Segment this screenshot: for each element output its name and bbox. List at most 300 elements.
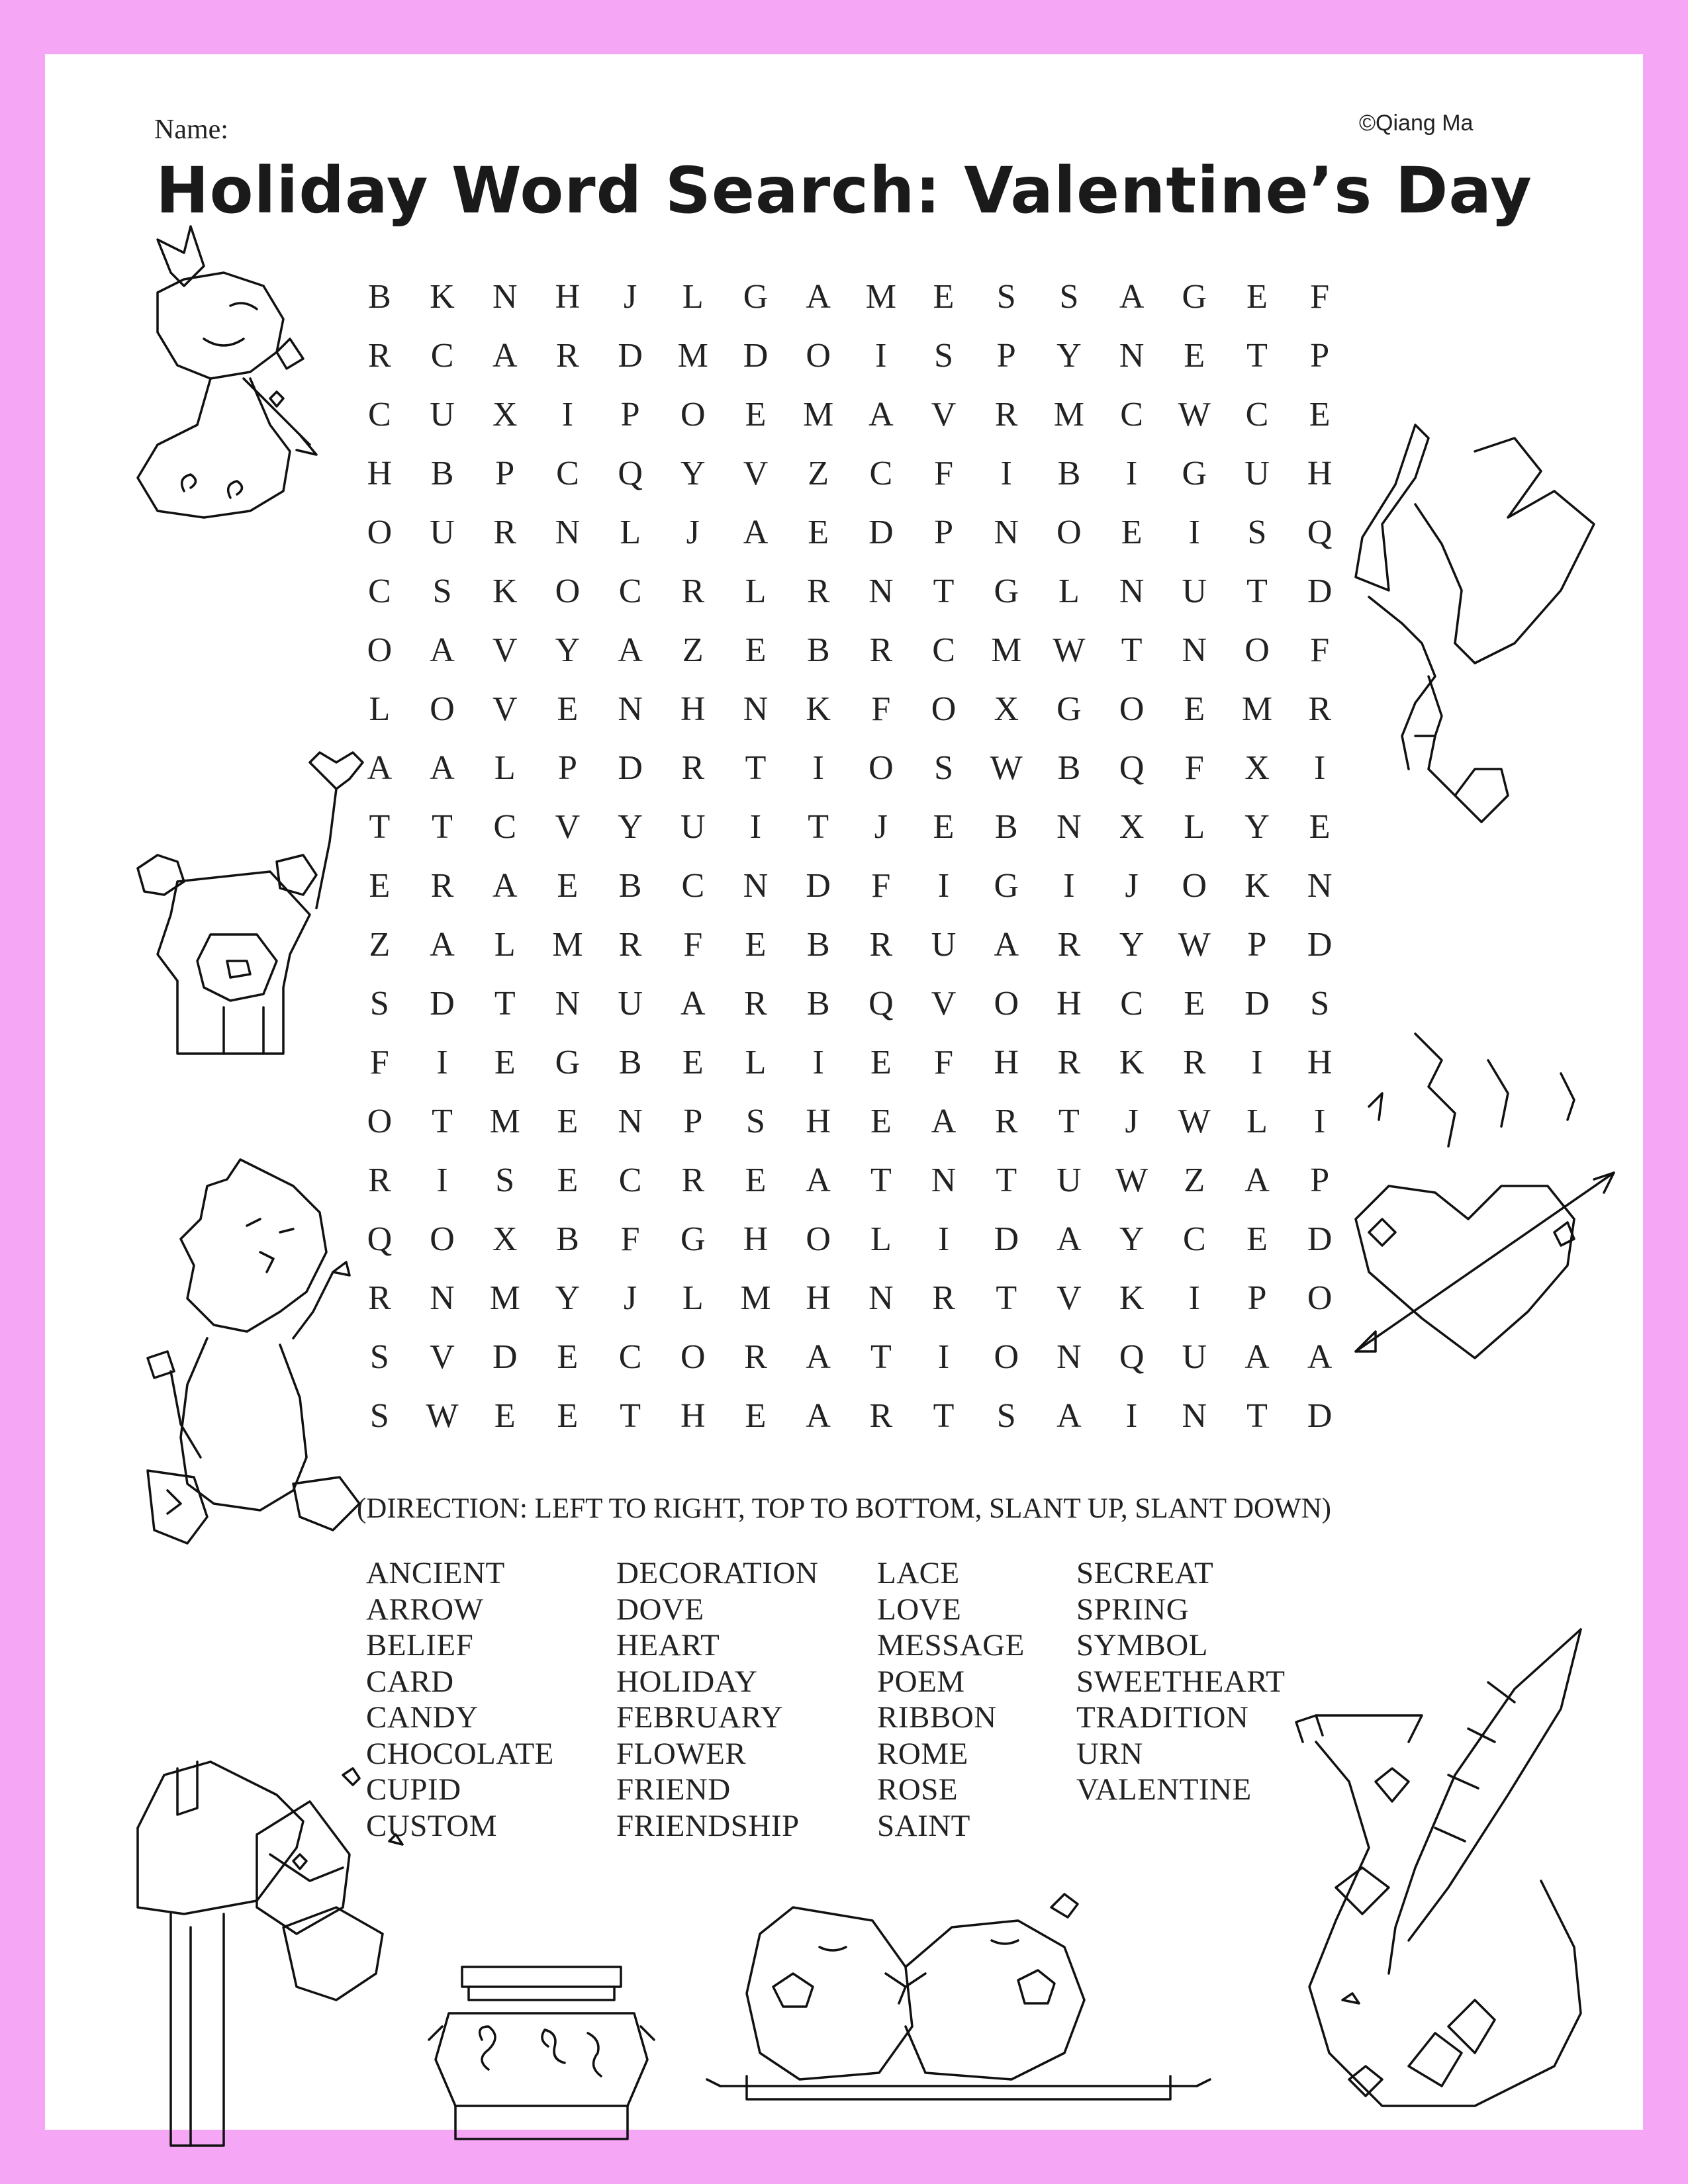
grid-letter: A — [743, 514, 769, 551]
grid-letter: I — [1125, 455, 1138, 492]
grid-letter: D — [430, 985, 455, 1023]
word-list-item: CUSTOM — [366, 1808, 498, 1843]
page-title: Holiday Word Search: Valentine’s Day — [156, 154, 1532, 228]
grid-letter: Y — [618, 808, 643, 846]
grid-letter: M — [1241, 690, 1273, 728]
word-list-item: FRIEND — [616, 1772, 731, 1807]
grid-letter: E — [933, 278, 955, 316]
grid-letter: I — [875, 337, 887, 375]
grid-letter: E — [870, 1044, 892, 1081]
grid-letter: O — [555, 572, 581, 610]
grid-letter: R — [1057, 1044, 1081, 1081]
grid-letter: P — [934, 514, 953, 551]
grid-letter: O — [430, 1220, 455, 1258]
word-list-item: URN — [1076, 1736, 1143, 1771]
grid-letter: O — [680, 1338, 706, 1376]
grid-letter: P — [1310, 1161, 1330, 1199]
grid-letter: G — [1056, 690, 1082, 728]
name-label: Name: — [154, 114, 228, 145]
grid-letter: A — [367, 749, 393, 787]
grid-letter: O — [994, 985, 1019, 1023]
grid-letter: N — [492, 278, 518, 316]
grid-letter: O — [367, 514, 393, 551]
grid-letter: F — [934, 1044, 953, 1081]
grid-letter: S — [369, 1338, 389, 1376]
grid-letter: Y — [1119, 1220, 1145, 1258]
grid-letter: X — [1244, 749, 1270, 787]
grid-row — [348, 974, 1414, 1033]
grid-letter: B — [430, 455, 454, 492]
grid-row — [348, 1210, 1414, 1269]
grid-letter: E — [870, 1103, 892, 1140]
grid-letter: A — [680, 985, 706, 1023]
grid-letter: L — [745, 572, 767, 610]
grid-letter: F — [934, 455, 953, 492]
grid-letter: E — [557, 1161, 579, 1199]
grid-row — [348, 267, 1414, 326]
grid-letter: C — [430, 337, 454, 375]
grid-letter: S — [432, 572, 452, 610]
grid-letter: U — [680, 808, 706, 846]
grid-letter: R — [1308, 690, 1331, 728]
grid-letter: S — [369, 985, 389, 1023]
grid-letter: I — [937, 1338, 950, 1376]
grid-letter: Y — [555, 631, 581, 669]
grid-letter: N — [994, 514, 1019, 551]
grid-letter: H — [680, 690, 706, 728]
grid-letter: R — [368, 1279, 391, 1317]
grid-row — [348, 326, 1414, 385]
word-list-item: ARROW — [366, 1592, 484, 1627]
grid-letter: B — [806, 985, 830, 1023]
word-list-item: BELIEF — [366, 1628, 474, 1662]
grid-letter: O — [680, 396, 706, 433]
grid-letter: N — [1056, 1338, 1082, 1376]
grid-letter: V — [430, 1338, 455, 1376]
word-list-item: ROME — [877, 1736, 968, 1771]
grid-letter: D — [868, 514, 894, 551]
word-list-column-3 — [877, 1555, 1025, 1844]
grid-letter: F — [683, 926, 703, 964]
grid-letter: H — [743, 1220, 769, 1258]
grid-letter: K — [430, 278, 455, 316]
grid-letter: Z — [1184, 1161, 1205, 1199]
grid-letter: D — [1244, 985, 1270, 1023]
grid-letter: N — [430, 1279, 455, 1317]
grid-letter: V — [743, 455, 769, 492]
grid-letter: F — [1310, 278, 1330, 316]
grid-letter: O — [868, 749, 894, 787]
grid-letter: U — [1244, 455, 1270, 492]
word-list-item: FEBRUARY — [616, 1700, 784, 1735]
grid-letter: Z — [682, 631, 704, 669]
grid-letter: O — [1056, 514, 1082, 551]
grid-letter: S — [996, 1397, 1016, 1435]
word-list-item: MESSAGE — [877, 1628, 1025, 1662]
grid-letter: X — [1119, 808, 1145, 846]
grid-letter: L — [870, 1220, 892, 1258]
grid-letter: R — [744, 1338, 767, 1376]
grid-letter: V — [555, 808, 581, 846]
grid-letter: E — [745, 396, 767, 433]
grid-letter: T — [996, 1279, 1017, 1317]
grid-letter: M — [865, 278, 896, 316]
grid-letter: V — [931, 985, 957, 1023]
word-list-item: SWEETHEART — [1076, 1664, 1286, 1699]
grid-letter: U — [1182, 1338, 1207, 1376]
grid-letter: I — [749, 808, 762, 846]
cupid-illustration — [118, 226, 343, 557]
grid-letter: O — [367, 631, 393, 669]
grid-row — [348, 797, 1414, 856]
grid-letter: K — [1119, 1279, 1145, 1317]
grid-letter: J — [1125, 867, 1139, 905]
grid-letter: C — [493, 808, 517, 846]
grid-letter: N — [931, 1161, 957, 1199]
word-list-item: SECREAT — [1076, 1556, 1214, 1590]
grid-letter: N — [555, 514, 581, 551]
word-list-item: DOVE — [616, 1592, 704, 1627]
grid-letter: R — [681, 572, 705, 610]
teddy-bear-illustration — [111, 716, 389, 1073]
grid-letter: I — [1313, 1103, 1326, 1140]
grid-letter: Z — [369, 926, 391, 964]
grid-letter: S — [369, 1397, 389, 1435]
grid-letter: S — [1310, 985, 1330, 1023]
grid-letter: B — [1057, 749, 1081, 787]
grid-letter: L — [620, 514, 641, 551]
grid-letter: X — [492, 396, 518, 433]
grid-letter: S — [1059, 278, 1079, 316]
grid-letter: E — [494, 1397, 516, 1435]
grid-letter: W — [1115, 1161, 1149, 1199]
grid-letter: D — [1307, 1220, 1333, 1258]
grid-letter: Y — [1119, 926, 1145, 964]
grid-letter: H — [680, 1397, 706, 1435]
grid-letter: S — [1247, 514, 1267, 551]
grid-row — [348, 680, 1414, 739]
grid-letter: A — [868, 396, 894, 433]
grid-letter: L — [1246, 1103, 1268, 1140]
scroll-quill-illustration — [1250, 1629, 1607, 2132]
grid-letter: C — [932, 631, 955, 669]
grid-letter: H — [1307, 1044, 1333, 1081]
letter-grid — [348, 267, 1414, 1445]
candy-jar-illustration — [416, 1960, 667, 2159]
grid-letter: A — [430, 631, 455, 669]
grid-letter: N — [743, 690, 769, 728]
grid-letter: F — [1184, 749, 1204, 787]
grid-row — [348, 856, 1414, 915]
grid-letter: K — [492, 572, 518, 610]
grid-letter: I — [1251, 1044, 1263, 1081]
grid-letter: L — [494, 749, 516, 787]
grid-letter: Q — [618, 455, 643, 492]
grid-letter: V — [492, 690, 518, 728]
grid-letter: E — [745, 631, 767, 669]
grid-letter: A — [1244, 1161, 1270, 1199]
grid-letter: R — [744, 985, 767, 1023]
grid-letter: P — [1247, 926, 1267, 964]
word-list-item: DECORATION — [616, 1556, 819, 1590]
grid-row — [348, 444, 1414, 503]
grid-letter: H — [1307, 455, 1333, 492]
word-list-item: CARD — [366, 1664, 454, 1699]
grid-letter: C — [1245, 396, 1269, 433]
grid-letter: T — [1121, 631, 1143, 669]
grid-letter: N — [743, 867, 769, 905]
grid-letter: Y — [555, 1279, 581, 1317]
grid-letter: H — [806, 1103, 831, 1140]
grid-letter: C — [1120, 396, 1143, 433]
grid-letter: F — [620, 1220, 640, 1258]
grid-letter: A — [806, 1338, 831, 1376]
grid-letter: O — [1244, 631, 1270, 669]
grid-letter: Q — [367, 1220, 393, 1258]
grid-letter: T — [870, 1338, 892, 1376]
grid-letter: T — [1246, 572, 1268, 610]
grid-letter: A — [806, 1161, 831, 1199]
grid-letter: O — [806, 337, 831, 375]
grid-letter: L — [1184, 808, 1205, 846]
word-list-item: SPRING — [1076, 1592, 1190, 1627]
grid-letter: R — [1057, 926, 1081, 964]
word-list-item: TRADITION — [1076, 1700, 1249, 1735]
grid-letter: N — [1182, 1397, 1207, 1435]
grid-letter: C — [869, 455, 893, 492]
grid-letter: P — [1247, 1279, 1267, 1317]
grid-letter: C — [618, 1161, 642, 1199]
grid-letter: E — [1184, 690, 1205, 728]
grid-letter: E — [1309, 808, 1331, 846]
grid-row — [348, 1151, 1414, 1210]
grid-letter: I — [1313, 749, 1326, 787]
word-list-item: CANDY — [366, 1700, 479, 1735]
grid-letter: I — [436, 1044, 448, 1081]
grid-letter: L — [369, 690, 391, 728]
grid-letter: R — [681, 749, 705, 787]
word-list-item: HEART — [616, 1628, 720, 1662]
grid-letter: N — [555, 985, 581, 1023]
grid-letter: A — [430, 926, 455, 964]
grid-letter: S — [746, 1103, 765, 1140]
mailbox-illustration — [124, 1749, 429, 2159]
grid-letter: T — [432, 808, 453, 846]
grid-letter: H — [555, 278, 581, 316]
grid-letter: C — [681, 867, 705, 905]
grid-letter: U — [430, 514, 455, 551]
grid-letter: V — [931, 396, 957, 433]
grid-letter: O — [931, 690, 957, 728]
grid-row — [348, 1092, 1414, 1151]
grid-row — [348, 915, 1414, 974]
grid-row — [348, 1328, 1414, 1387]
grid-letter: E — [1246, 1220, 1268, 1258]
grid-letter: R — [994, 396, 1018, 433]
grid-letter: E — [557, 1103, 579, 1140]
grid-letter: O — [1119, 690, 1145, 728]
word-list-item: CUPID — [366, 1772, 461, 1807]
grid-letter: C — [368, 572, 391, 610]
grid-letter: R — [1182, 1044, 1206, 1081]
grid-letter: Z — [808, 455, 829, 492]
grid-letter: N — [618, 690, 643, 728]
grid-letter: I — [937, 1220, 950, 1258]
grid-letter: F — [871, 867, 891, 905]
grid-row — [348, 503, 1414, 562]
grid-letter: U — [430, 396, 455, 433]
grid-letter: E — [745, 1397, 767, 1435]
grid-letter: R — [368, 337, 391, 375]
grid-letter: B — [806, 926, 830, 964]
word-list-item: LACE — [877, 1556, 960, 1590]
word-list-item: SYMBOL — [1076, 1628, 1208, 1662]
grid-letter: S — [934, 337, 953, 375]
grid-letter: T — [933, 572, 955, 610]
grid-letter: I — [937, 867, 950, 905]
grid-letter: C — [1182, 1220, 1206, 1258]
grid-letter: R — [806, 572, 830, 610]
grid-letter: J — [623, 278, 637, 316]
word-list-item: ANCIENT — [366, 1556, 505, 1590]
love-birds-illustration — [707, 1894, 1210, 2132]
worksheet-page — [45, 54, 1643, 2130]
grid-letter: V — [492, 631, 518, 669]
grid-letter: R — [869, 631, 893, 669]
grid-letter: U — [618, 985, 643, 1023]
grid-letter: D — [1307, 1397, 1333, 1435]
grid-letter: A — [1244, 1338, 1270, 1376]
grid-letter: I — [1188, 514, 1200, 551]
grid-letter: N — [1056, 808, 1082, 846]
grid-letter: I — [436, 1161, 448, 1199]
grid-letter: R — [430, 867, 454, 905]
grid-letter: E — [745, 926, 767, 964]
grid-letter: R — [618, 926, 642, 964]
word-list-item: FLOWER — [616, 1736, 747, 1771]
grid-letter: K — [1119, 1044, 1145, 1081]
grid-letter: M — [1053, 396, 1085, 433]
grid-letter: G — [555, 1044, 581, 1081]
grid-letter: E — [933, 808, 955, 846]
grid-row — [348, 1387, 1414, 1445]
grid-letter: B — [1057, 455, 1081, 492]
grid-letter: A — [618, 631, 643, 669]
grid-letter: G — [994, 572, 1019, 610]
grid-letter: K — [1244, 867, 1270, 905]
grid-letter: P — [620, 396, 640, 433]
word-list-item: FRIENDSHIP — [616, 1808, 800, 1843]
grid-letter: W — [1053, 631, 1086, 669]
grid-letter: R — [869, 926, 893, 964]
grid-letter: T — [432, 1103, 453, 1140]
grid-letter: D — [618, 749, 643, 787]
grid-letter: G — [1182, 455, 1207, 492]
grid-letter: A — [1056, 1220, 1082, 1258]
grid-letter: Y — [1056, 337, 1082, 375]
grid-letter: L — [682, 278, 704, 316]
grid-letter: M — [489, 1103, 520, 1140]
grid-letter: Q — [1119, 749, 1145, 787]
grid-letter: S — [996, 278, 1016, 316]
grid-letter: H — [1056, 985, 1082, 1023]
grid-letter: O — [1182, 867, 1207, 905]
grid-row — [348, 1269, 1414, 1328]
grid-letter: T — [1058, 1103, 1080, 1140]
grid-letter: G — [1182, 278, 1207, 316]
grid-letter: I — [1000, 455, 1012, 492]
grid-letter: F — [871, 690, 891, 728]
grid-letter: E — [808, 514, 829, 551]
grid-letter: Y — [680, 455, 706, 492]
grid-letter: E — [369, 867, 391, 905]
grid-letter: R — [556, 337, 579, 375]
grid-letter: S — [495, 1161, 515, 1199]
grid-letter: W — [990, 749, 1023, 787]
grid-letter: C — [556, 455, 579, 492]
grid-letter: D — [743, 337, 769, 375]
grid-letter: R — [869, 1397, 893, 1435]
grid-letter: N — [868, 1279, 894, 1317]
grid-letter: A — [806, 1397, 831, 1435]
grid-letter: D — [806, 867, 831, 905]
grid-letter: N — [618, 1103, 643, 1140]
grid-letter: H — [367, 455, 393, 492]
grid-letter: R — [493, 514, 517, 551]
word-list-item: RIBBON — [877, 1700, 997, 1735]
grid-letter: O — [430, 690, 455, 728]
grid-letter: A — [1056, 1397, 1082, 1435]
grid-letter: G — [743, 278, 769, 316]
grid-letter: L — [745, 1044, 767, 1081]
grid-letter: M — [677, 337, 708, 375]
grid-letter: X — [492, 1220, 518, 1258]
grid-letter: E — [745, 1161, 767, 1199]
word-list-item: ROSE — [877, 1772, 959, 1807]
grid-letter: T — [1246, 337, 1268, 375]
grid-letter: F — [1310, 631, 1330, 669]
grid-letter: T — [933, 1397, 955, 1435]
grid-letter: M — [803, 396, 834, 433]
grid-letter: N — [1307, 867, 1333, 905]
grid-letter: I — [561, 396, 574, 433]
grid-letter: I — [1125, 1397, 1138, 1435]
grid-letter: B — [806, 631, 830, 669]
grid-letter: O — [367, 1103, 393, 1140]
grid-letter: B — [556, 1220, 579, 1258]
grid-letter: E — [1121, 514, 1143, 551]
heart-arrow-illustration — [1342, 1034, 1634, 1404]
grid-letter: H — [806, 1279, 831, 1317]
grid-letter: S — [934, 749, 953, 787]
grid-letter: L — [682, 1279, 704, 1317]
grid-letter: I — [812, 749, 824, 787]
grid-letter: P — [996, 337, 1016, 375]
grid-letter: E — [1184, 985, 1205, 1023]
word-list-item: VALENTINE — [1076, 1772, 1252, 1807]
grid-letter: A — [430, 749, 455, 787]
grid-letter: D — [618, 337, 643, 375]
grid-letter: E — [1309, 396, 1331, 433]
word-list-item: POEM — [877, 1664, 965, 1699]
grid-letter: U — [1056, 1161, 1082, 1199]
grid-letter: E — [557, 690, 579, 728]
grid-letter: P — [557, 749, 577, 787]
word-list-item: LOVE — [877, 1592, 962, 1627]
grid-letter: E — [682, 1044, 704, 1081]
grid-letter: K — [806, 690, 831, 728]
grid-letter: Q — [1119, 1338, 1145, 1376]
